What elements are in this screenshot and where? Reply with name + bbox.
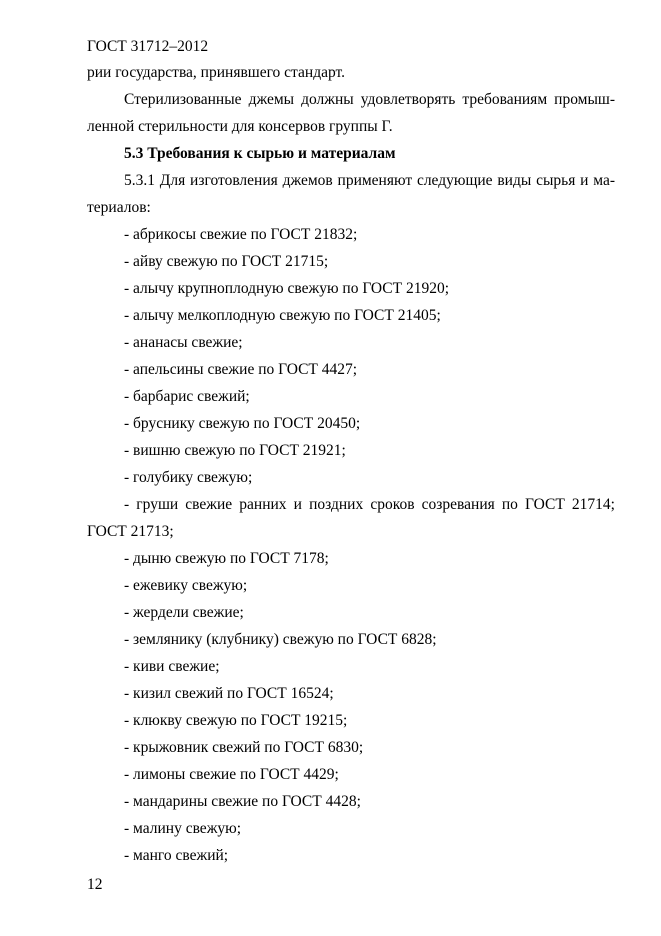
list-item: - землянику (клубнику) свежую по ГОСТ 6828; xyxy=(124,631,437,648)
section-heading: 5.3 Требования к сырью и материалам xyxy=(124,145,396,162)
list-item: - манго свежий; xyxy=(124,847,229,864)
paragraph-line: териалов: xyxy=(87,199,151,216)
paragraph-line: ленной стерильности для консервов группы Г. xyxy=(87,118,393,135)
list-item-continuation: ГОСТ 21713; xyxy=(87,523,174,540)
list-item: - жердели свежие; xyxy=(124,604,244,621)
list-item: - мандарины свежие по ГОСТ 4428; xyxy=(124,793,361,810)
paragraph-line: 5.3.1 Для изготовления джемов применяют следующие виды сырья и ма- xyxy=(124,172,615,189)
page-number: 12 xyxy=(87,876,103,893)
list-item: - айву свежую по ГОСТ 21715; xyxy=(124,253,329,270)
list-item: - барбарис свежий; xyxy=(124,388,250,405)
list-item: - малину свежую; xyxy=(124,820,242,837)
list-item: - абрикосы свежие по ГОСТ 21832; xyxy=(124,226,358,243)
paragraph-line: Стерилизованные джемы должны удовлетворять требованиям промыш- xyxy=(124,91,615,108)
list-item: - киви свежие; xyxy=(124,658,220,675)
list-item: - крыжовник свежий по ГОСТ 6830; xyxy=(124,739,364,756)
list-item: - лимоны свежие по ГОСТ 4429; xyxy=(124,766,339,783)
continuation-text: рии государства, принявшего стандарт. xyxy=(87,64,345,81)
list-item: - груши свежие ранних и поздних сроков созревания по ГОСТ 21714; xyxy=(124,496,615,513)
list-item: - ежевику свежую; xyxy=(124,577,248,594)
list-item: - бруснику свежую по ГОСТ 20450; xyxy=(124,415,361,432)
list-item: - апельсины свежие по ГОСТ 4427; xyxy=(124,361,358,378)
list-item: - алычу крупноплодную свежую по ГОСТ 21920; xyxy=(124,280,450,297)
document-header: ГОСТ 31712–2012 xyxy=(87,38,209,55)
list-item: - кизил свежий по ГОСТ 16524; xyxy=(124,685,334,702)
list-item: - алычу мелкоплодную свежую по ГОСТ 21405; xyxy=(124,307,441,324)
list-item: - голубику свежую; xyxy=(124,469,253,486)
list-item: - клюкву свежую по ГОСТ 19215; xyxy=(124,712,348,729)
list-item: - ананасы свежие; xyxy=(124,334,243,351)
list-item: - вишню свежую по ГОСТ 21921; xyxy=(124,442,346,459)
list-item: - дыню свежую по ГОСТ 7178; xyxy=(124,550,329,567)
